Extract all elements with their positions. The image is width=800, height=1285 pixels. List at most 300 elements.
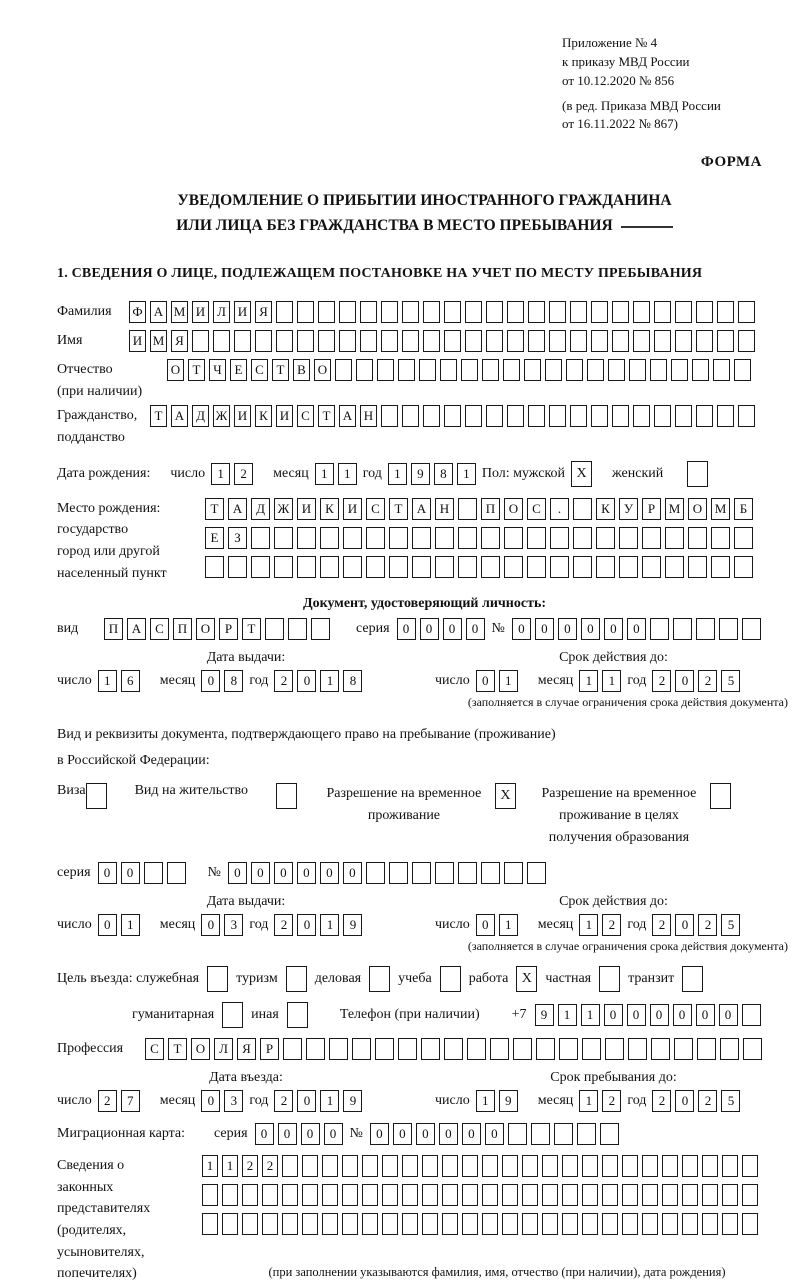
char-cell[interactable] bbox=[696, 301, 713, 323]
surname-boxes[interactable] bbox=[129, 301, 755, 323]
char-cell[interactable] bbox=[633, 301, 650, 323]
char-cell[interactable] bbox=[642, 1213, 658, 1235]
char-cell[interactable] bbox=[742, 1155, 758, 1177]
char-cell[interactable] bbox=[442, 1184, 458, 1206]
char-cell[interactable]: 0 bbox=[278, 1123, 297, 1145]
char-cell[interactable] bbox=[504, 862, 523, 884]
char-cell[interactable] bbox=[435, 556, 454, 578]
char-cell[interactable]: 1 bbox=[98, 670, 117, 692]
char-cell[interactable]: Я bbox=[237, 1038, 256, 1060]
char-cell[interactable]: Р bbox=[642, 498, 661, 520]
char-cell[interactable] bbox=[422, 1155, 438, 1177]
char-cell[interactable] bbox=[234, 330, 251, 352]
char-cell[interactable]: О bbox=[167, 359, 184, 381]
char-cell[interactable]: 1 bbox=[320, 914, 339, 936]
char-cell[interactable] bbox=[274, 527, 293, 549]
residence-permit-checkbox[interactable] bbox=[276, 783, 297, 809]
char-cell[interactable] bbox=[458, 556, 477, 578]
char-cell[interactable] bbox=[412, 556, 431, 578]
char-cell[interactable]: 0 bbox=[696, 1004, 715, 1026]
char-cell[interactable] bbox=[382, 1213, 398, 1235]
char-cell[interactable] bbox=[531, 1123, 550, 1145]
char-cell[interactable] bbox=[482, 1213, 498, 1235]
char-cell[interactable] bbox=[633, 330, 650, 352]
char-cell[interactable] bbox=[362, 1213, 378, 1235]
char-cell[interactable] bbox=[577, 1123, 596, 1145]
char-cell[interactable]: 1 bbox=[499, 914, 518, 936]
char-cell[interactable] bbox=[482, 1155, 498, 1177]
char-cell[interactable]: Ж bbox=[274, 498, 293, 520]
char-cell[interactable] bbox=[734, 359, 751, 381]
char-cell[interactable]: 3 bbox=[224, 914, 243, 936]
char-cell[interactable]: Т bbox=[318, 405, 335, 427]
char-cell[interactable] bbox=[682, 1155, 698, 1177]
char-cell[interactable]: Т bbox=[168, 1038, 187, 1060]
char-cell[interactable] bbox=[402, 1184, 418, 1206]
char-cell[interactable] bbox=[421, 1038, 440, 1060]
char-cell[interactable] bbox=[542, 1155, 558, 1177]
char-cell[interactable]: П bbox=[173, 618, 192, 640]
char-cell[interactable] bbox=[549, 330, 566, 352]
char-cell[interactable] bbox=[481, 527, 500, 549]
char-cell[interactable]: И bbox=[297, 498, 316, 520]
char-cell[interactable]: 1 bbox=[602, 670, 621, 692]
char-cell[interactable] bbox=[377, 359, 394, 381]
citizenship-boxes[interactable] bbox=[150, 405, 755, 427]
char-cell[interactable] bbox=[713, 359, 730, 381]
char-cell[interactable] bbox=[274, 556, 293, 578]
char-cell[interactable]: 0 bbox=[719, 1004, 738, 1026]
char-cell[interactable]: Л bbox=[214, 1038, 233, 1060]
char-cell[interactable] bbox=[619, 556, 638, 578]
char-cell[interactable] bbox=[662, 1184, 678, 1206]
char-cell[interactable]: 9 bbox=[411, 463, 430, 485]
char-cell[interactable]: 2 bbox=[602, 914, 621, 936]
char-cell[interactable] bbox=[622, 1184, 638, 1206]
legal-boxes-2[interactable] bbox=[202, 1184, 792, 1206]
char-cell[interactable]: 5 bbox=[721, 1090, 740, 1112]
char-cell[interactable] bbox=[444, 1038, 463, 1060]
char-cell[interactable]: П bbox=[104, 618, 123, 640]
char-cell[interactable]: Т bbox=[272, 359, 289, 381]
res-series-boxes[interactable] bbox=[98, 862, 186, 884]
res-issue-day-boxes[interactable] bbox=[98, 914, 140, 936]
doc-number-boxes[interactable] bbox=[512, 618, 761, 640]
char-cell[interactable] bbox=[682, 1213, 698, 1235]
char-cell[interactable]: Я bbox=[255, 301, 272, 323]
sex-female-checkbox[interactable] bbox=[687, 461, 708, 487]
doc-valid-day-boxes[interactable] bbox=[476, 670, 518, 692]
char-cell[interactable]: 0 bbox=[443, 618, 462, 640]
char-cell[interactable] bbox=[362, 1184, 378, 1206]
char-cell[interactable] bbox=[435, 527, 454, 549]
char-cell[interactable] bbox=[322, 1184, 338, 1206]
char-cell[interactable] bbox=[458, 498, 477, 520]
char-cell[interactable] bbox=[320, 556, 339, 578]
char-cell[interactable] bbox=[458, 862, 477, 884]
char-cell[interactable]: С bbox=[145, 1038, 164, 1060]
char-cell[interactable] bbox=[262, 1213, 278, 1235]
stay-month-boxes[interactable] bbox=[579, 1090, 621, 1112]
char-cell[interactable] bbox=[582, 1184, 598, 1206]
char-cell[interactable]: П bbox=[481, 498, 500, 520]
phone-boxes[interactable] bbox=[535, 1004, 761, 1026]
char-cell[interactable] bbox=[302, 1213, 318, 1235]
char-cell[interactable] bbox=[612, 405, 629, 427]
char-cell[interactable] bbox=[302, 1155, 318, 1177]
char-cell[interactable]: И bbox=[343, 498, 362, 520]
char-cell[interactable] bbox=[738, 330, 755, 352]
char-cell[interactable] bbox=[412, 862, 431, 884]
char-cell[interactable] bbox=[582, 1038, 601, 1060]
char-cell[interactable] bbox=[665, 527, 684, 549]
char-cell[interactable]: 0 bbox=[675, 1090, 694, 1112]
char-cell[interactable] bbox=[696, 618, 715, 640]
char-cell[interactable]: Б bbox=[734, 498, 753, 520]
char-cell[interactable] bbox=[402, 301, 419, 323]
char-cell[interactable]: 2 bbox=[262, 1155, 278, 1177]
char-cell[interactable]: 0 bbox=[121, 862, 140, 884]
char-cell[interactable] bbox=[743, 1038, 762, 1060]
char-cell[interactable]: С bbox=[251, 359, 268, 381]
char-cell[interactable]: И bbox=[129, 330, 146, 352]
char-cell[interactable] bbox=[302, 1184, 318, 1206]
char-cell[interactable]: С bbox=[527, 498, 546, 520]
char-cell[interactable] bbox=[662, 1213, 678, 1235]
char-cell[interactable] bbox=[738, 301, 755, 323]
char-cell[interactable] bbox=[628, 1038, 647, 1060]
char-cell[interactable] bbox=[720, 1038, 739, 1060]
char-cell[interactable]: Д bbox=[251, 498, 270, 520]
char-cell[interactable] bbox=[423, 330, 440, 352]
char-cell[interactable] bbox=[422, 1213, 438, 1235]
res-valid-month-boxes[interactable] bbox=[579, 914, 621, 936]
char-cell[interactable]: 0 bbox=[255, 1123, 274, 1145]
char-cell[interactable] bbox=[222, 1213, 238, 1235]
char-cell[interactable] bbox=[251, 527, 270, 549]
char-cell[interactable] bbox=[362, 1155, 378, 1177]
char-cell[interactable] bbox=[503, 359, 520, 381]
char-cell[interactable] bbox=[622, 1213, 638, 1235]
char-cell[interactable]: 1 bbox=[222, 1155, 238, 1177]
char-cell[interactable] bbox=[642, 1155, 658, 1177]
char-cell[interactable] bbox=[734, 527, 753, 549]
char-cell[interactable] bbox=[486, 301, 503, 323]
char-cell[interactable] bbox=[717, 405, 734, 427]
private-checkbox[interactable] bbox=[599, 966, 620, 992]
char-cell[interactable] bbox=[554, 1123, 573, 1145]
birthplace-boxes-1[interactable] bbox=[205, 498, 753, 520]
char-cell[interactable] bbox=[242, 1184, 258, 1206]
char-cell[interactable]: 1 bbox=[457, 463, 476, 485]
char-cell[interactable] bbox=[228, 556, 247, 578]
stay-year-boxes[interactable] bbox=[652, 1090, 740, 1112]
char-cell[interactable]: 9 bbox=[343, 1090, 362, 1112]
char-cell[interactable] bbox=[366, 862, 385, 884]
char-cell[interactable] bbox=[702, 1213, 718, 1235]
char-cell[interactable] bbox=[642, 556, 661, 578]
char-cell[interactable] bbox=[734, 556, 753, 578]
char-cell[interactable]: М bbox=[150, 330, 167, 352]
char-cell[interactable] bbox=[444, 301, 461, 323]
char-cell[interactable]: 0 bbox=[558, 618, 577, 640]
doc-valid-year-boxes[interactable] bbox=[652, 670, 740, 692]
char-cell[interactable]: А bbox=[228, 498, 247, 520]
char-cell[interactable]: И bbox=[234, 301, 251, 323]
char-cell[interactable]: 1 bbox=[388, 463, 407, 485]
doc-kind-boxes[interactable] bbox=[104, 618, 330, 640]
char-cell[interactable]: Е bbox=[230, 359, 247, 381]
char-cell[interactable]: А bbox=[339, 405, 356, 427]
char-cell[interactable] bbox=[742, 618, 761, 640]
char-cell[interactable] bbox=[381, 330, 398, 352]
entry-day-boxes[interactable] bbox=[98, 1090, 140, 1112]
char-cell[interactable]: 1 bbox=[579, 1090, 598, 1112]
char-cell[interactable]: И bbox=[276, 405, 293, 427]
char-cell[interactable] bbox=[458, 527, 477, 549]
char-cell[interactable]: 2 bbox=[698, 670, 717, 692]
char-cell[interactable] bbox=[536, 1038, 555, 1060]
char-cell[interactable] bbox=[596, 527, 615, 549]
char-cell[interactable]: 0 bbox=[251, 862, 270, 884]
char-cell[interactable] bbox=[696, 330, 713, 352]
char-cell[interactable] bbox=[322, 1155, 338, 1177]
char-cell[interactable]: С bbox=[366, 498, 385, 520]
char-cell[interactable]: 2 bbox=[234, 463, 253, 485]
char-cell[interactable] bbox=[255, 330, 272, 352]
char-cell[interactable]: 2 bbox=[652, 914, 671, 936]
char-cell[interactable]: 0 bbox=[370, 1123, 389, 1145]
char-cell[interactable] bbox=[675, 301, 692, 323]
char-cell[interactable] bbox=[320, 527, 339, 549]
char-cell[interactable] bbox=[442, 1213, 458, 1235]
char-cell[interactable] bbox=[570, 301, 587, 323]
char-cell[interactable]: 9 bbox=[499, 1090, 518, 1112]
char-cell[interactable] bbox=[282, 1213, 298, 1235]
char-cell[interactable] bbox=[549, 405, 566, 427]
char-cell[interactable] bbox=[276, 301, 293, 323]
char-cell[interactable]: Т bbox=[242, 618, 261, 640]
char-cell[interactable] bbox=[366, 527, 385, 549]
char-cell[interactable] bbox=[389, 556, 408, 578]
char-cell[interactable]: К bbox=[596, 498, 615, 520]
char-cell[interactable]: 0 bbox=[98, 914, 117, 936]
char-cell[interactable] bbox=[654, 330, 671, 352]
char-cell[interactable] bbox=[742, 1213, 758, 1235]
char-cell[interactable] bbox=[650, 618, 669, 640]
char-cell[interactable]: О bbox=[196, 618, 215, 640]
char-cell[interactable]: З bbox=[228, 527, 247, 549]
res-valid-year-boxes[interactable] bbox=[652, 914, 740, 936]
char-cell[interactable] bbox=[502, 1184, 518, 1206]
name-boxes[interactable] bbox=[129, 330, 755, 352]
char-cell[interactable] bbox=[697, 1038, 716, 1060]
birth-year-boxes[interactable] bbox=[388, 463, 476, 485]
char-cell[interactable]: 7 bbox=[121, 1090, 140, 1112]
char-cell[interactable] bbox=[342, 1155, 358, 1177]
char-cell[interactable]: 0 bbox=[297, 862, 316, 884]
char-cell[interactable] bbox=[283, 1038, 302, 1060]
char-cell[interactable] bbox=[389, 527, 408, 549]
char-cell[interactable] bbox=[342, 1184, 358, 1206]
char-cell[interactable] bbox=[675, 330, 692, 352]
char-cell[interactable] bbox=[674, 1038, 693, 1060]
char-cell[interactable] bbox=[662, 1155, 678, 1177]
char-cell[interactable] bbox=[144, 862, 163, 884]
sex-male-checkbox[interactable]: X bbox=[571, 461, 592, 487]
char-cell[interactable] bbox=[322, 1213, 338, 1235]
birth-month-boxes[interactable] bbox=[315, 463, 357, 485]
char-cell[interactable] bbox=[343, 527, 362, 549]
char-cell[interactable] bbox=[481, 862, 500, 884]
char-cell[interactable] bbox=[423, 405, 440, 427]
char-cell[interactable] bbox=[591, 330, 608, 352]
res-valid-day-boxes[interactable] bbox=[476, 914, 518, 936]
char-cell[interactable] bbox=[742, 1004, 761, 1026]
char-cell[interactable] bbox=[297, 527, 316, 549]
char-cell[interactable] bbox=[562, 1155, 578, 1177]
char-cell[interactable] bbox=[482, 1184, 498, 1206]
char-cell[interactable] bbox=[527, 527, 546, 549]
char-cell[interactable] bbox=[675, 405, 692, 427]
char-cell[interactable] bbox=[717, 301, 734, 323]
char-cell[interactable] bbox=[352, 1038, 371, 1060]
char-cell[interactable] bbox=[502, 1155, 518, 1177]
char-cell[interactable]: А bbox=[412, 498, 431, 520]
char-cell[interactable] bbox=[702, 1155, 718, 1177]
char-cell[interactable] bbox=[722, 1184, 738, 1206]
char-cell[interactable] bbox=[423, 301, 440, 323]
char-cell[interactable] bbox=[465, 301, 482, 323]
char-cell[interactable] bbox=[242, 1213, 258, 1235]
char-cell[interactable] bbox=[619, 527, 638, 549]
birthplace-boxes-3[interactable] bbox=[205, 556, 753, 578]
res-number-boxes[interactable] bbox=[228, 862, 546, 884]
char-cell[interactable] bbox=[306, 1038, 325, 1060]
char-cell[interactable] bbox=[722, 1213, 738, 1235]
char-cell[interactable] bbox=[311, 618, 330, 640]
char-cell[interactable]: С bbox=[297, 405, 314, 427]
char-cell[interactable]: 1 bbox=[121, 914, 140, 936]
char-cell[interactable]: К bbox=[320, 498, 339, 520]
stay-day-boxes[interactable] bbox=[476, 1090, 518, 1112]
char-cell[interactable]: 0 bbox=[675, 670, 694, 692]
char-cell[interactable]: И bbox=[234, 405, 251, 427]
char-cell[interactable]: 0 bbox=[604, 1004, 623, 1026]
char-cell[interactable] bbox=[524, 359, 541, 381]
char-cell[interactable]: Л bbox=[213, 301, 230, 323]
char-cell[interactable]: О bbox=[504, 498, 523, 520]
char-cell[interactable]: 1 bbox=[476, 1090, 495, 1112]
char-cell[interactable] bbox=[402, 330, 419, 352]
char-cell[interactable] bbox=[202, 1184, 218, 1206]
char-cell[interactable] bbox=[335, 359, 352, 381]
char-cell[interactable] bbox=[213, 330, 230, 352]
res-issue-year-boxes[interactable] bbox=[274, 914, 362, 936]
char-cell[interactable] bbox=[570, 405, 587, 427]
char-cell[interactable]: 8 bbox=[434, 463, 453, 485]
char-cell[interactable] bbox=[573, 556, 592, 578]
char-cell[interactable]: 0 bbox=[462, 1123, 481, 1145]
mig-number-boxes[interactable] bbox=[370, 1123, 619, 1145]
char-cell[interactable] bbox=[481, 556, 500, 578]
char-cell[interactable] bbox=[402, 1155, 418, 1177]
char-cell[interactable] bbox=[342, 1213, 358, 1235]
char-cell[interactable]: 1 bbox=[202, 1155, 218, 1177]
patronymic-boxes[interactable] bbox=[167, 359, 751, 381]
char-cell[interactable]: 0 bbox=[324, 1123, 343, 1145]
char-cell[interactable]: 0 bbox=[512, 618, 531, 640]
char-cell[interactable]: И bbox=[192, 301, 209, 323]
char-cell[interactable] bbox=[440, 359, 457, 381]
char-cell[interactable] bbox=[442, 1155, 458, 1177]
mig-series-boxes[interactable] bbox=[255, 1123, 343, 1145]
char-cell[interactable] bbox=[566, 359, 583, 381]
char-cell[interactable] bbox=[602, 1213, 618, 1235]
char-cell[interactable] bbox=[465, 330, 482, 352]
char-cell[interactable]: В bbox=[293, 359, 310, 381]
entry-year-boxes[interactable] bbox=[274, 1090, 362, 1112]
char-cell[interactable]: . bbox=[550, 498, 569, 520]
char-cell[interactable] bbox=[642, 1184, 658, 1206]
char-cell[interactable]: 0 bbox=[439, 1123, 458, 1145]
char-cell[interactable] bbox=[502, 1213, 518, 1235]
business-checkbox[interactable] bbox=[369, 966, 390, 992]
char-cell[interactable]: 0 bbox=[675, 914, 694, 936]
char-cell[interactable] bbox=[288, 618, 307, 640]
char-cell[interactable]: 0 bbox=[343, 862, 362, 884]
char-cell[interactable]: Д bbox=[192, 405, 209, 427]
char-cell[interactable] bbox=[528, 405, 545, 427]
char-cell[interactable] bbox=[738, 405, 755, 427]
char-cell[interactable]: О bbox=[191, 1038, 210, 1060]
work-checkbox[interactable]: X bbox=[516, 966, 537, 992]
char-cell[interactable] bbox=[702, 1184, 718, 1206]
char-cell[interactable]: Т bbox=[188, 359, 205, 381]
char-cell[interactable] bbox=[504, 527, 523, 549]
char-cell[interactable] bbox=[507, 301, 524, 323]
char-cell[interactable]: О bbox=[314, 359, 331, 381]
tourism-checkbox[interactable] bbox=[286, 966, 307, 992]
char-cell[interactable] bbox=[602, 1155, 618, 1177]
char-cell[interactable]: 0 bbox=[420, 618, 439, 640]
doc-issue-month-boxes[interactable] bbox=[201, 670, 243, 692]
char-cell[interactable] bbox=[673, 618, 692, 640]
char-cell[interactable]: Е bbox=[205, 527, 224, 549]
char-cell[interactable]: Ч bbox=[209, 359, 226, 381]
char-cell[interactable] bbox=[462, 1213, 478, 1235]
char-cell[interactable]: 1 bbox=[315, 463, 334, 485]
char-cell[interactable] bbox=[444, 405, 461, 427]
char-cell[interactable] bbox=[528, 301, 545, 323]
temp-edu-checkbox[interactable] bbox=[710, 783, 731, 809]
char-cell[interactable] bbox=[711, 527, 730, 549]
char-cell[interactable]: 1 bbox=[320, 1090, 339, 1112]
char-cell[interactable]: 3 bbox=[224, 1090, 243, 1112]
char-cell[interactable] bbox=[276, 330, 293, 352]
char-cell[interactable] bbox=[398, 359, 415, 381]
char-cell[interactable] bbox=[688, 527, 707, 549]
char-cell[interactable] bbox=[629, 359, 646, 381]
char-cell[interactable]: 1 bbox=[320, 670, 339, 692]
char-cell[interactable] bbox=[486, 330, 503, 352]
char-cell[interactable] bbox=[692, 359, 709, 381]
char-cell[interactable] bbox=[654, 301, 671, 323]
char-cell[interactable] bbox=[467, 1038, 486, 1060]
char-cell[interactable] bbox=[419, 359, 436, 381]
doc-issue-year-boxes[interactable] bbox=[274, 670, 362, 692]
char-cell[interactable] bbox=[582, 1155, 598, 1177]
